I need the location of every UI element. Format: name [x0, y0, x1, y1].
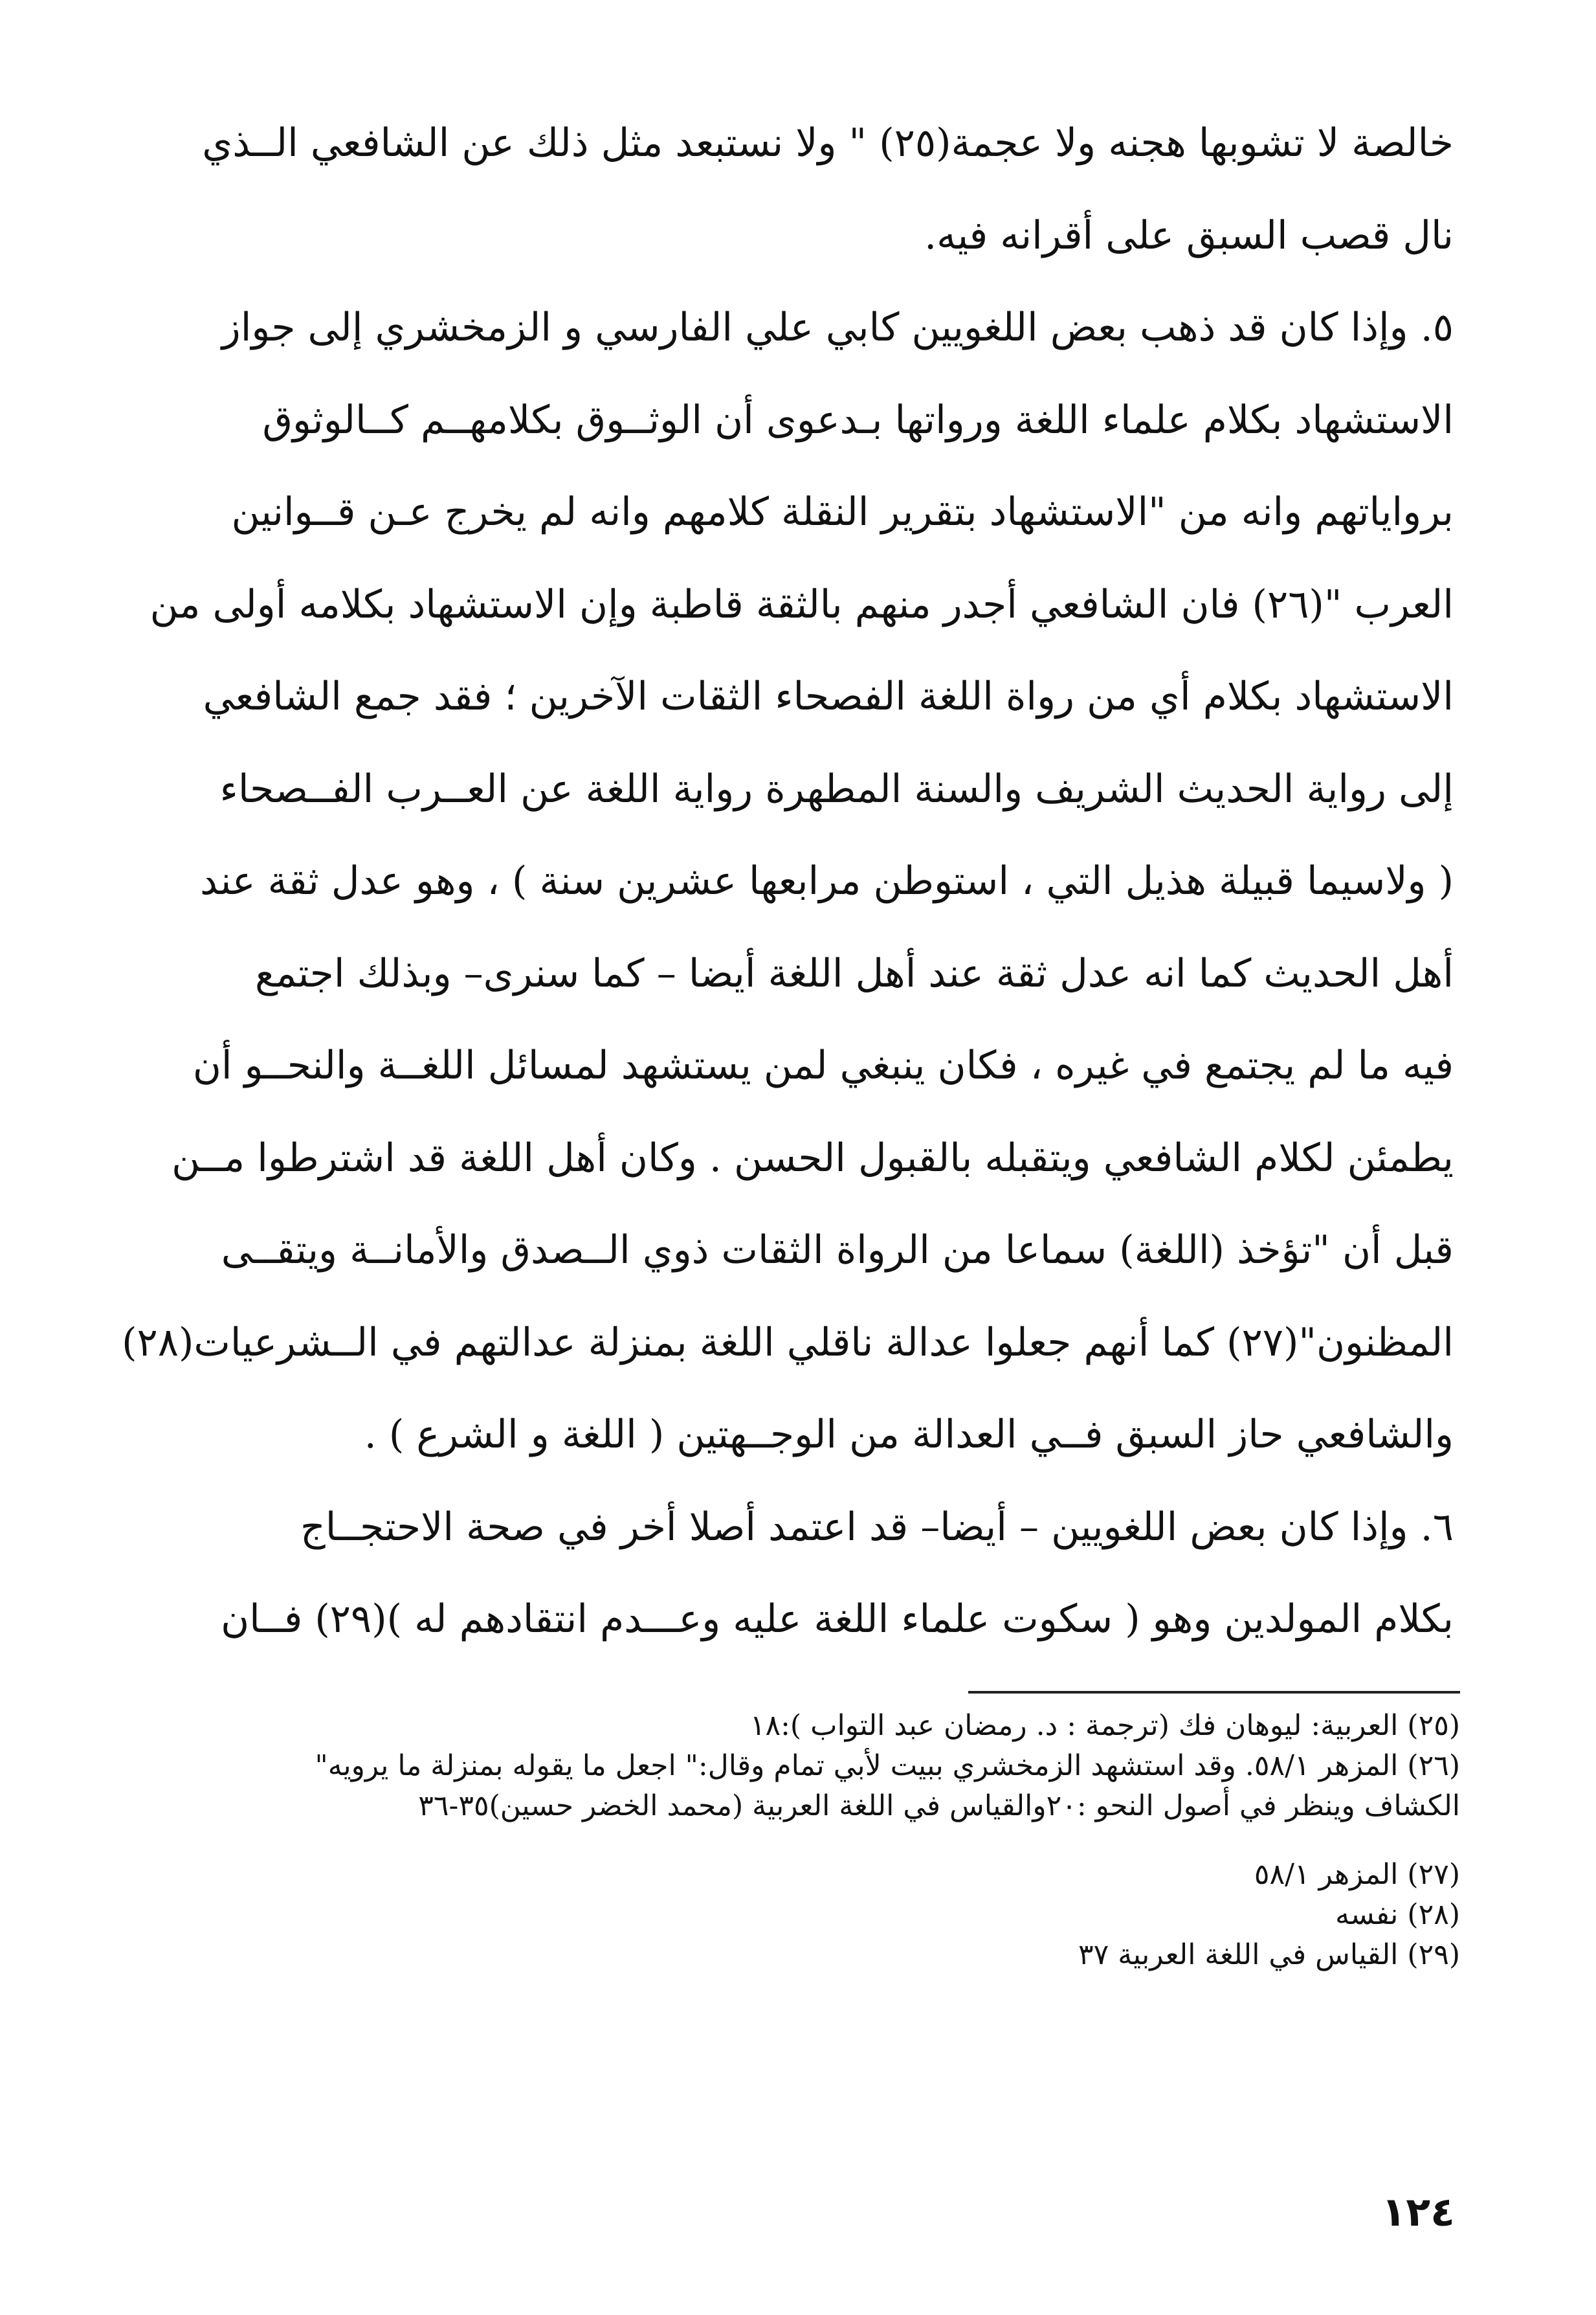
page-number: ١٢٤: [1381, 2188, 1455, 2235]
text-line: إلى رواية الحديث الشريف والسنة المطهرة رواية اللغة عن العــرب الفــصحاء: [219, 766, 1454, 812]
text-line: نال قصب السبق على أقرانه فيه.: [924, 212, 1454, 258]
text-line: برواياتهم وانه من "الاستشهاد بتقرير النقلة كلامهم وانه لم يخرج عـن قــوانين: [231, 489, 1454, 535]
footnote-29: (٢٩) القياس في اللغة العربية ٣٧: [1078, 1938, 1460, 1971]
text-line: بكلام المولدين وهو ( سكوت علماء اللغة عليه وعـــدم انتقادهم له )(٢٩) فــان: [221, 1596, 1454, 1642]
text-line: فيه ما لم يجتمع في غيره ، فكان ينبغي لمن يستشهد لمسائل اللغــة والنحــو أن: [192, 1043, 1454, 1088]
text-line: خالصة لا تشوبها هجنه ولا عجمة(٢٥) " ولا نستبعد مثل ذلك عن الشافعي الــذي: [202, 120, 1454, 166]
text-line: المظنون"(٢٧) كما أنهم جعلوا عدالة ناقلي اللغة بمنزلة عدالتهم في الــشرعيات(٢٨): [122, 1319, 1454, 1365]
text-line: أهل الحديث كما انه عدل ثقة عند أهل اللغة أيضا – كما سنرى– وبذلك اجتمع: [255, 950, 1454, 996]
footnote-26: (٢٦) المزهر ٥٨/١. وقد استشهد الزمخشري ببيت لأبي تمام وقال:" اجعل ما يقوله بمنزلة ما يرويه": [315, 1749, 1460, 1782]
footnote-27: (٢٧) المزهر ٥٨/١: [1254, 1858, 1460, 1891]
footnote-separator: [968, 1691, 1460, 1694]
text-line: العرب "(٢٦) فان الشافعي أجدر منهم بالثقة قاطبة وإن الاستشهاد بكلامه أولى من: [150, 581, 1454, 627]
footnote-26-continued: الكشاف وينظر في أصول النحو :٢٠والقياس في اللغة العربية (محمد الخضر حسين)٣٥-٣٦: [418, 1789, 1460, 1822]
text-line: ٦. وإذا كان بعض اللغويين – أيضا– قد اعتمد أصلا أخر في صحة الاحتجــاج: [300, 1504, 1454, 1550]
text-line: ( ولاسيما قبيلة هذيل التي ، استوطن مرابعها عشرين سنة ) ، وهو عدل ثقة عند: [200, 858, 1454, 904]
text-line: ٥. وإذا كان قد ذهب بعض اللغويين كابي علي الفارسي و الزمخشري إلى جواز: [221, 305, 1454, 350]
footnote-28: (٢٨) نفسه: [1335, 1898, 1460, 1931]
main-text: [122, 97, 1454, 1666]
text-line: الاستشهاد بكلام أي من رواة اللغة الفصحاء الثقات الآخرين ؛ فقد جمع الشافعي: [203, 674, 1454, 719]
text-line: والشافعي حاز السبق فــي العدالة من الوجــهتين ( اللغة و الشرع ) .: [364, 1412, 1454, 1457]
footnotes: [142, 1706, 1460, 1975]
text-line: يطمئن لكلام الشافعي ويتقبله بالقبول الحسن . وكان أهل اللغة قد اشترطوا مــن: [172, 1135, 1454, 1181]
text-line: قبل أن "تؤخذ (اللغة) سماعا من الرواة الثقات ذوي الــصدق والأمانــة ويتقــى: [221, 1227, 1454, 1273]
footnote-25: (٢٥) العربية: ليوهان فك (ترجمة : د. رمضان عبد التواب ):١٨: [749, 1709, 1460, 1742]
text-line: الاستشهاد بكلام علماء اللغة ورواتها بـدعوى أن الوثــوق بكلامهــم كــالوثوق: [262, 397, 1454, 443]
